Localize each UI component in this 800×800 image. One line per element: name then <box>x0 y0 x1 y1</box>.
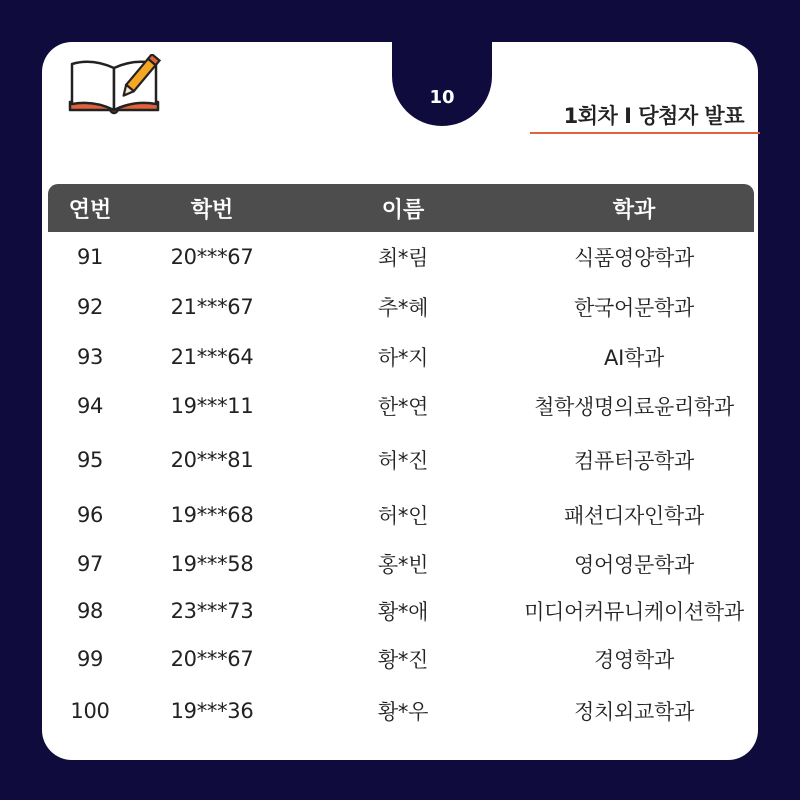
cell-student-id: 19***11 <box>170 394 254 418</box>
column-header-dept: 학과 <box>612 197 656 223</box>
table-row <box>48 332 754 381</box>
table-header <box>48 184 754 232</box>
cell-dept: 컴퓨터공학과 <box>574 449 694 473</box>
table-row <box>48 282 754 332</box>
cell-dept: 미디어커뮤니케이션학과 <box>524 600 744 624</box>
cell-name: 허*인 <box>377 504 429 528</box>
cell-student-id: 20***67 <box>170 245 254 269</box>
cell-name: 추*혜 <box>377 296 429 320</box>
cell-no: 100 <box>70 699 110 723</box>
cell-dept: 철학생명의료윤리학과 <box>534 395 734 419</box>
cell-dept: 정치외교학과 <box>574 700 694 724</box>
cell-no: 92 <box>76 295 104 319</box>
cell-name: 홍*빈 <box>377 553 429 577</box>
cell-student-id: 21***67 <box>170 295 254 319</box>
cell-no: 94 <box>76 394 104 418</box>
table-body <box>48 232 754 739</box>
cell-student-id: 20***81 <box>170 448 254 472</box>
cell-no: 95 <box>76 448 104 472</box>
table-row <box>48 683 754 739</box>
cell-dept: AI학과 <box>604 345 664 370</box>
cell-dept: 식품영양학과 <box>574 246 694 270</box>
column-header-student-id: 학번 <box>190 197 234 223</box>
cell-dept: 경영학과 <box>594 648 674 672</box>
cell-no: 96 <box>76 503 104 527</box>
cell-no: 97 <box>76 552 104 576</box>
cell-dept: 영어영문학과 <box>574 553 694 577</box>
cell-student-id: 19***36 <box>170 699 254 723</box>
table-row <box>48 381 754 431</box>
cell-name: 허*진 <box>377 449 429 473</box>
page-number-badge: 10 <box>392 42 492 126</box>
table-row <box>48 489 754 541</box>
cell-student-id: 21***64 <box>170 344 254 369</box>
cell-name: 황*애 <box>377 600 429 624</box>
cell-student-id: 19***58 <box>170 552 254 576</box>
cell-name: 하*지 <box>377 345 429 370</box>
column-header-no: 연번 <box>68 197 112 223</box>
table-row <box>48 635 754 683</box>
cell-student-id: 19***68 <box>170 503 254 527</box>
cell-no: 91 <box>76 245 104 269</box>
table-row <box>48 587 754 635</box>
cell-no: 98 <box>76 599 104 623</box>
page-title: 1회차 I 당첨자 발표 <box>563 104 744 128</box>
column-header-name: 이름 <box>381 197 425 223</box>
table-row <box>48 541 754 587</box>
cell-name: 황*진 <box>377 648 429 672</box>
cell-name: 황*우 <box>377 700 429 724</box>
book-pencil-icon <box>66 54 162 122</box>
table-row <box>48 431 754 489</box>
table-row <box>48 232 754 282</box>
cell-dept: 한국어문학과 <box>574 296 694 320</box>
cell-student-id: 20***67 <box>170 647 254 671</box>
cell-dept: 패션디자인학과 <box>564 504 704 528</box>
cell-name: 한*연 <box>377 395 429 419</box>
winners-table <box>48 184 754 739</box>
cell-name: 최*림 <box>377 246 429 270</box>
cell-student-id: 23***73 <box>170 599 254 623</box>
title-underline <box>530 132 760 134</box>
cell-no: 99 <box>76 647 104 671</box>
cell-no: 93 <box>76 344 104 369</box>
